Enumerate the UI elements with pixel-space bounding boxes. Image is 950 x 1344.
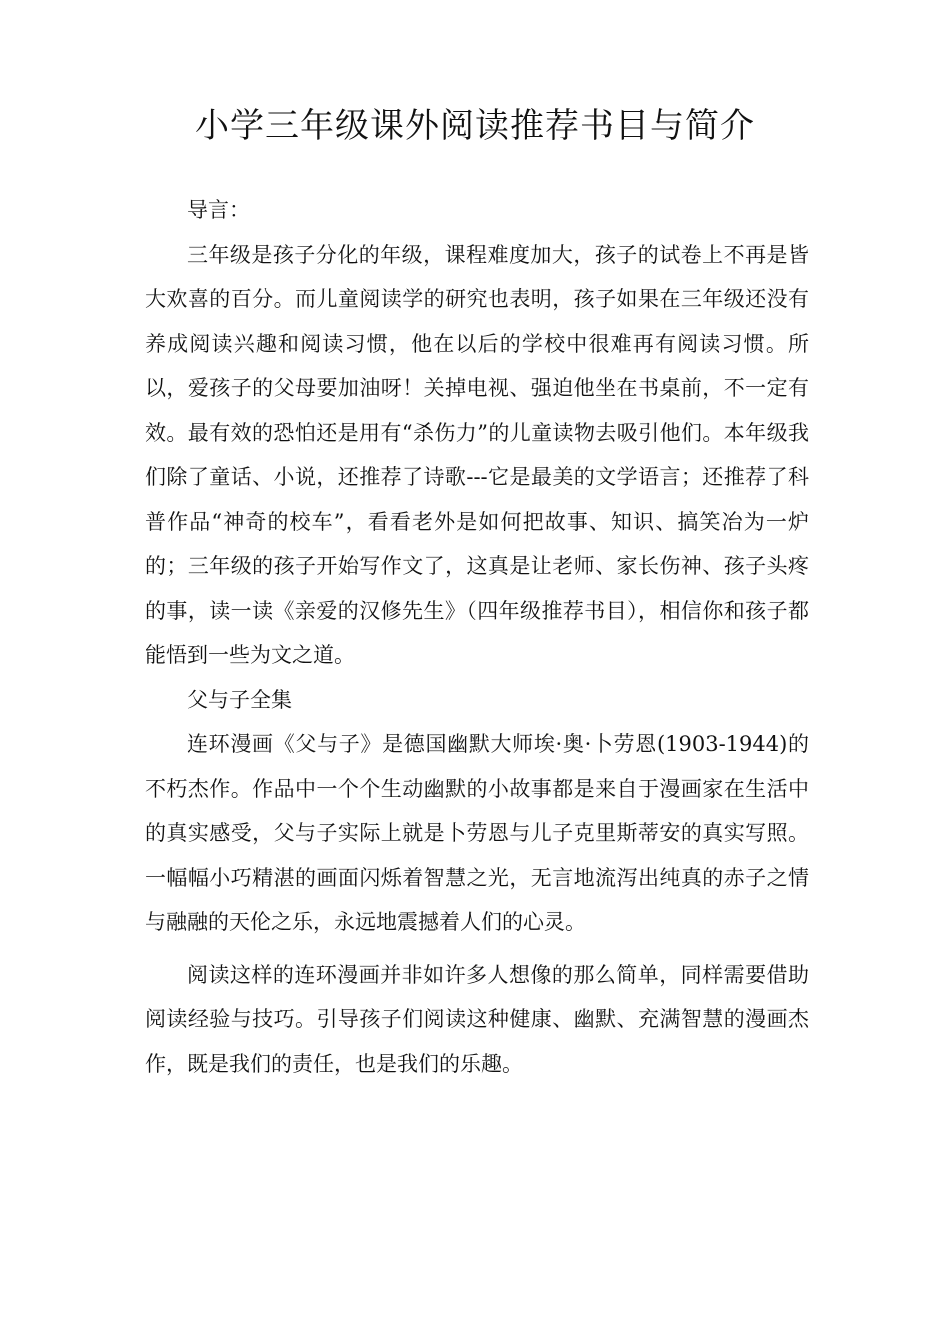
intro-paragraph: 三年级是孩子分化的年级，课程难度加大，孩子的试卷上不再是皆大欢喜的百分。而儿童阅读学的研究也表明，孩子如果在三年级还没有养成阅读兴趣和阅读习惯，他在以后的学校中很难再有阅读习惯。所以，爱孩子的父母要加油呀！关掉电视、强迫他坐在书桌前，不一定有效。最有效的恐怕还是用有“杀伤力”的儿童读物去吸引他们。本年级我们除了童话、小说，还推荐了诗歌---它是最美的文学语言；还推荐了科普作品“神奇的校车”，看看老外是如何把故事、知识、搞笑冶为一炉的；三年级的孩子开始写作文了，这真是让老师、家长伤神、孩子头疼的事，读一读《亲爱的汉修先生》（四年级推荐书目），相信你和孩子都能悟到一些为文之道。 (145, 242, 809, 667)
book-reading-guidance-paragraph: 阅读这样的连环漫画并非如许多人想像的那么简单，同样需要借助阅读经验与技巧。引导孩子们阅读这种健康、幽默、充满智慧的漫画杰作，既是我们的责任，也是我们的乐趣。 (145, 962, 809, 1076)
book-description-paragraph: 连环漫画《父与子》是德国幽默大师埃·奥·卜劳恩(1903-1944)的不朽杰作。作品中一个个生动幽默的小故事都是来自于漫画家在生活中的真实感受，父与子实际上就是卜劳恩与儿子克里斯蒂安的真实写照。一幅幅小巧精湛的画面闪烁着智慧之光，无言地流泻出纯真的赤子之情与融融的天伦之乐，永远地震撼着人们的心灵。 (145, 732, 809, 934)
document-body (145, 188, 809, 1086)
intro-heading: 导言： (187, 198, 250, 222)
book-title: 父与子全集 (187, 687, 292, 712)
document-title: 小学三年级课外阅读推荐书目与简介 (195, 106, 755, 146)
